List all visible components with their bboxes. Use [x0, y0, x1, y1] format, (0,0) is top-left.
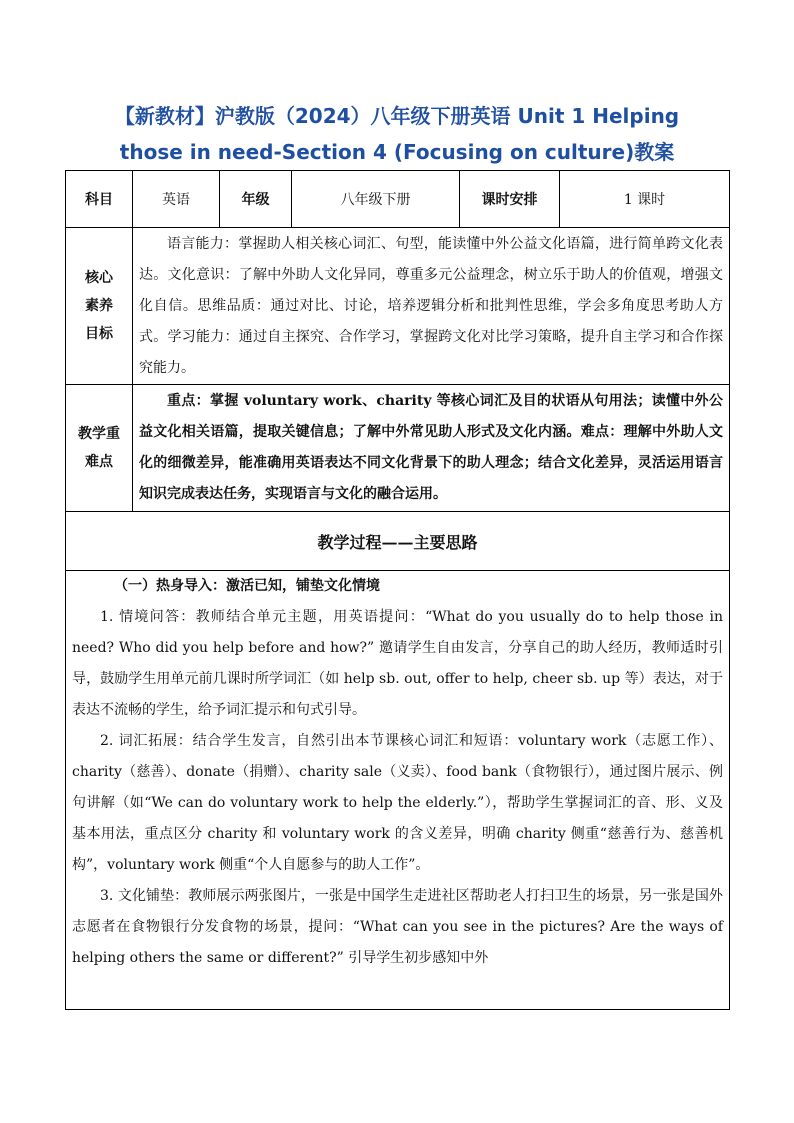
- process-body-row: [66, 571, 730, 1010]
- core-literacy-text: 语言能力：掌握助人相关核心词汇、句型，能读懂中外公益文化语篇，进行简单跨文化表达。文化意识：了解中外助人文化异同，尊重多元公益理念，树立乐于助人的价值观，增强文化自信。思维品质：通过对比、讨论，培养逻辑分析和批判性思维，学会多角度思考助人方式。学习能力：通过自主探究、合作学习，掌握跨文化对比学习策略，提升自主学习和合作探究能力。: [133, 228, 730, 385]
- grade-label: 年级: [220, 171, 292, 228]
- core-literacy-label: 核心素养目标: [66, 228, 133, 385]
- core-literacy-row: [66, 228, 730, 385]
- process-paragraph-2: 2. 词汇拓展：结合学生发言，自然引出本节课核心词汇和短语：voluntary work（志愿工作）、charity（慈善）、donate（捐赠）、charity sale（义卖）、food bank（食物银行），通过图片展示、例句讲解（如“We can do voluntary work to help the elderly.”），帮助学生掌握词汇的音、形、义及基本用法，重点区分 charity 和 voluntary work 的含义差异，明确 charity 侧重“慈善行为、慈善机构”，voluntary work 侧重“个人自愿参与的助人工作”。: [72, 733, 723, 873]
- process-paragraph-3: 3. 文化铺垫：教师展示两张图片，一张是中国学生走进社区帮助老人打扫卫生的场景，另一张是国外志愿者在食物银行分发食物的场景，提问：“What can you see in the pictures? Are the ways of helping others the same or different?” 引导学生初步感知中外: [72, 888, 723, 966]
- key-points-row: [66, 385, 730, 512]
- key-points-text: 重点：掌握 voluntary work、charity 等核心词汇及目的状语从句用法；读懂中外公益文化相关语篇，提取关键信息；了解中外常见助人形式及文化内涵。难点：理解中外助人文化的细微差异，能准确用英语表达不同文化背景下的助人理念；结合文化差异，灵活运用语言知识完成表达任务，实现语言与文化的融合运用。: [133, 385, 730, 512]
- title-line-2: those in need-Section 4 (Focusing on culture)教案: [119, 140, 675, 164]
- title-line-1: 【新教材】沪教版（2024）八年级下册英语 Unit 1 Helping: [114, 104, 680, 128]
- hours-value: 1 课时: [560, 171, 730, 228]
- process-paragraph-1: 1. 情境问答：教师结合单元主题，用英语提问：“What do you usually do to help those in need? Who did you help before and how?” 邀请学生自由发言，分享自己的助人经历，教师适时引导，鼓励学生用单元前几课时所学词汇（如 help sb. out, offer to help, cheer sb. up 等）表达，对于表达不流畅的学生，给予词汇提示和句式引导。: [72, 609, 723, 718]
- process-heading: 教学过程——主要思路: [66, 512, 730, 571]
- lesson-plan-table: [65, 170, 730, 1010]
- grade-value: 八年级下册: [292, 171, 460, 228]
- key-points-label: 教学重难点: [66, 385, 133, 512]
- header-row: [66, 171, 730, 228]
- subject-value: 英语: [133, 171, 220, 228]
- process-body: [66, 571, 730, 1010]
- process-heading-row: [66, 512, 730, 571]
- document-title: [0, 98, 794, 170]
- hours-label: 课时安排: [460, 171, 560, 228]
- step-title: （一）热身导入：激活已知，铺垫文化情境: [114, 578, 380, 594]
- subject-label: 科目: [66, 171, 133, 228]
